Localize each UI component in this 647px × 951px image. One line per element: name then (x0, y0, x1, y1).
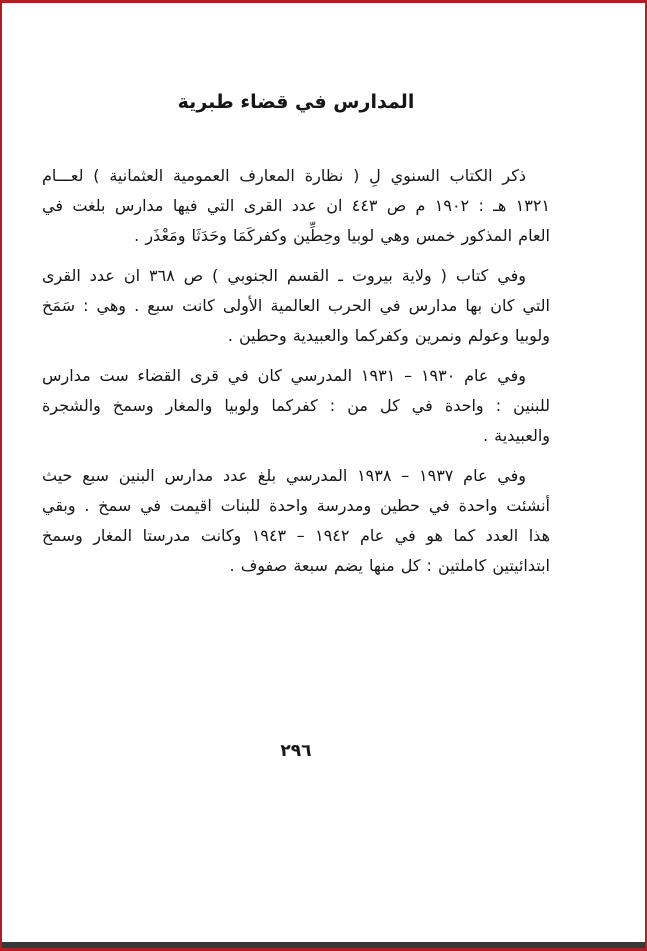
paragraph-2 (42, 261, 550, 351)
text-line: ١٣٢١ هـ : ١٩٠٢ م ص ٤٤٣ ان عدد القرى التي فيها مدارس بلغت في (42, 196, 551, 215)
text-line: أنشئت واحدة في حطين ومدرسة واحدة للبنات اقيمت في سمخ . وبقي (42, 496, 550, 515)
text-line: التي كان بها مدارس في الحرب العالمية الأولى كانت سبع . وهي : سَمَخ (42, 296, 550, 315)
text-line: والعبيدية . (482, 426, 550, 445)
text-line: ابتدائيتين كاملتين : كل منها يضم سبعة صفوف . (229, 556, 550, 575)
text-line: وفي عام ١٩٣٧ – ١٩٣٨ المدرسي بلغ عدد مدارس البنين سبع حيث (42, 466, 526, 485)
page-number: ٢٩٦ (280, 741, 312, 761)
page-title: المدارس في قضاء طبرية (177, 91, 415, 113)
text-line: ذكر الكتاب السنوي لِ ( نظارة المعارف العمومية العثمانية ) لعـــام (42, 166, 526, 185)
scan-edge-bar (2, 942, 645, 948)
paragraph-4 (42, 461, 550, 581)
paragraph-1 (42, 161, 550, 251)
text-line: هذا العدد كما هو في عام ١٩٤٢ – ١٩٤٣ وكانت مدرستا المغار وسمخ (42, 526, 551, 545)
text-line: وفي عام ١٩٣٠ – ١٩٣١ المدرسي كان في قرى القضاء ست مدارس (42, 366, 526, 385)
text-line: ولوبيا وعولم ونمرين وكفركما والعبيدية وحطين . (227, 326, 550, 345)
text-line: وفي كتاب ( ولاية بيروت ـ القسم الجنوبي ) ص ٣٦٨ ان عدد القرى (42, 266, 526, 285)
paper-area (2, 3, 645, 942)
text-line: العام المذكور خمس وهي لوبيا وحِطِّين وكفركَمَا وحَدَثَا ومَعْذَر . (134, 226, 550, 245)
paragraph-3 (42, 361, 550, 451)
text-block (42, 3, 550, 761)
text-line: للبنين : واحدة في كل من : كفركما ولوبيا والمغار وسمخ والشجرة (42, 396, 550, 415)
